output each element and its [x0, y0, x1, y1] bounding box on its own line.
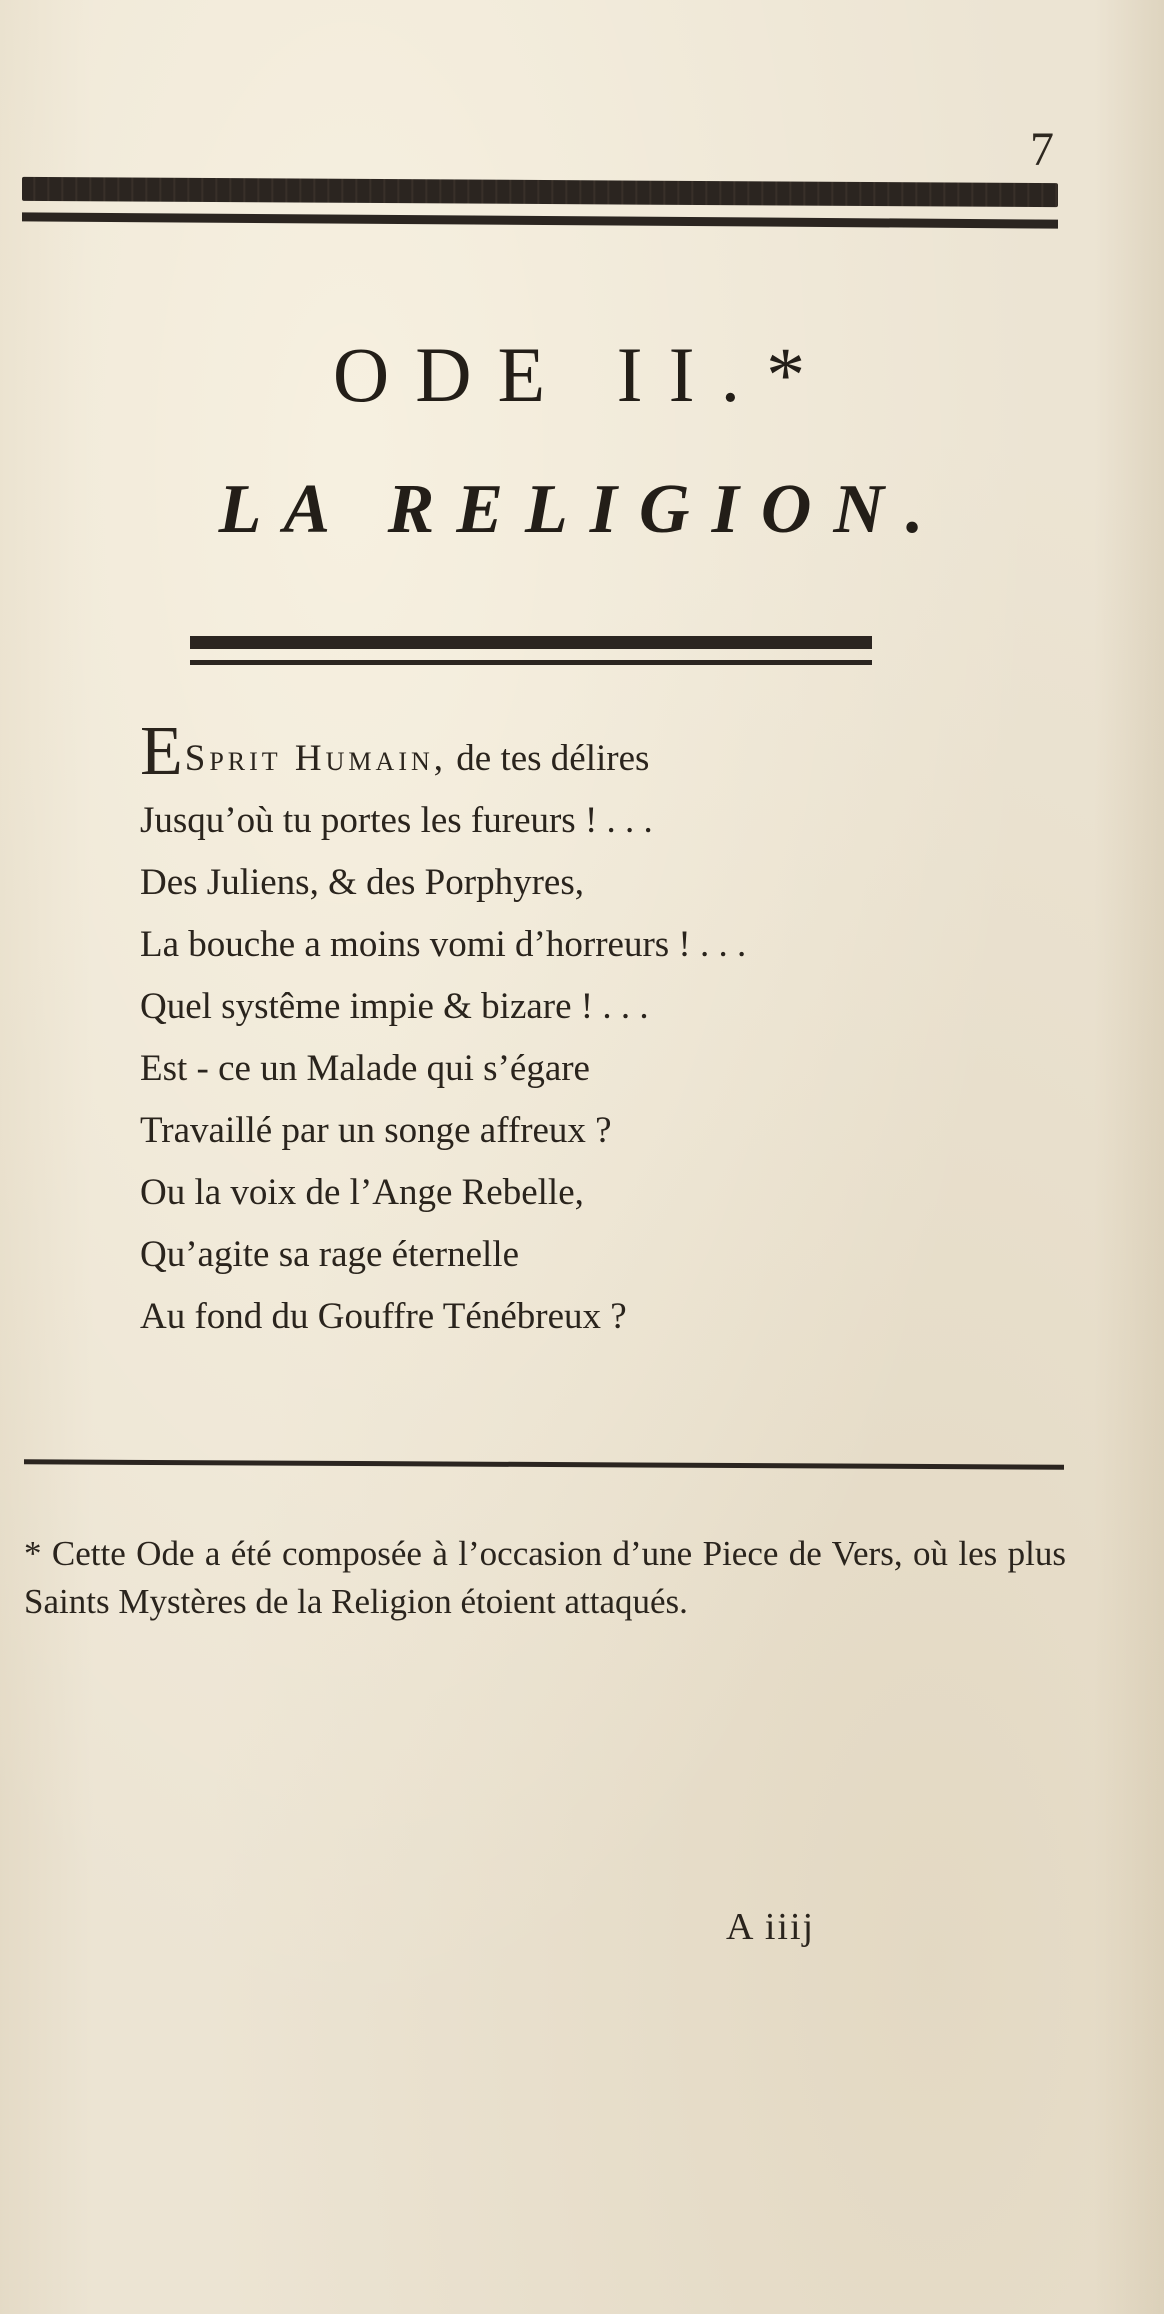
verse-line: Travaillé par un songe affreux ? — [140, 1110, 612, 1151]
ode-title: ODE II.* — [332, 331, 832, 418]
signature-mark: A iiij — [726, 1906, 816, 1948]
verse-line: Au fond du Gouffre Ténébreux ? — [140, 1296, 627, 1337]
verse-line: Des Juliens, & des Porphyres, — [140, 862, 584, 903]
footnote-rule — [24, 1459, 1064, 1469]
page-number: 7 — [1030, 123, 1054, 176]
verse-line: Ou la voix de l’Ange Rebelle, — [140, 1172, 584, 1213]
title-rule-thin — [190, 660, 872, 665]
first-line-small-caps: Sprit Humain, — [184, 738, 448, 779]
footnote: * Cette Ode a été composée à l’occasion d’une Piece de Vers, où les plus Saints Mystères de la Religion étoient attaqués. — [24, 1534, 1066, 1621]
title-rule-thick — [190, 636, 872, 649]
header-rule-thick — [22, 177, 1058, 207]
verse-line: Jusqu’où tu portes les fureurs ! . . . — [140, 800, 653, 841]
header-rule-thin — [22, 212, 1058, 228]
verse-line: Est - ce un Malade qui s’égare — [140, 1048, 590, 1089]
ode-subtitle: LA RELIGION. — [218, 471, 946, 548]
first-line-rest: de tes délires — [447, 738, 650, 779]
poem-stanza — [140, 713, 1040, 1348]
verse-line — [140, 713, 1040, 790]
verse-line: Qu’agite sa rage éternelle — [140, 1234, 520, 1275]
drop-cap: E — [140, 713, 183, 790]
verse-line: Quel systême impie & bizare ! . . . — [140, 986, 649, 1027]
verse-line: La bouche a moins vomi d’horreurs ! . . . — [140, 924, 747, 965]
